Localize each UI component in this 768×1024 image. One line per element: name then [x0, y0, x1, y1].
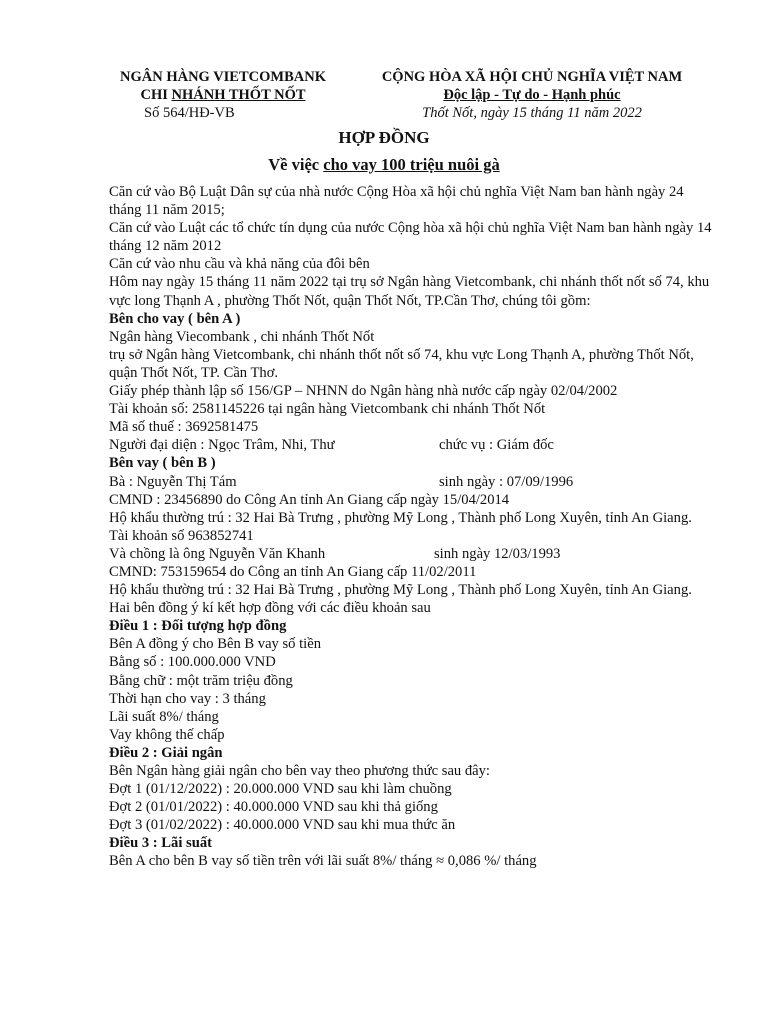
country-name: CỘNG HÒA XÃ HỘI CHỦ NGHĨA VIỆT NAM	[381, 69, 683, 85]
national-motto: Độc lập - Tự do - Hạnh phúc	[443, 87, 621, 103]
article-2-line: Bên Ngân hàng giải ngân cho bên vay theo phương thức sau đây:	[109, 763, 490, 779]
place-date: Thốt Nốt, ngày 15 tháng 11 năm 2022	[422, 105, 642, 121]
preamble-line: Căn cứ vào Luật các tổ chức tín dụng của nước Cộng hòa xã hội chủ nghĩa Việt Nam ban hành ngày 14 tháng 12 năm 2012	[109, 220, 712, 255]
article-1-line: Bằng chữ : một trăm triệu đồng	[109, 672, 293, 689]
party-b-person2-id: CMND: 753159654 do Công an tỉnh An Giang cấp 11/02/2011	[109, 563, 477, 580]
article-2-heading: Điều 2 : Giải ngân	[109, 744, 223, 761]
branch-name: NHÁNH THỐT NỐT	[171, 87, 306, 103]
party-a-tax-code: Mã số thuế : 3692581475	[109, 419, 259, 436]
party-b-person1-name: Bà : Nguyễn Thị Tám	[109, 473, 237, 490]
preamble-line: Căn cứ vào Bộ Luật Dân sự của nhà nước Cộng Hòa xã hội chủ nghĩa Việt Nam ban hành ngày 24 tháng 11 năm 2015;	[109, 184, 684, 219]
article-1-line: Vay không thế chấp	[109, 726, 225, 743]
party-b-heading: Bên vay ( bên B )	[109, 455, 216, 472]
party-b-person1-row	[109, 473, 714, 491]
national-header	[372, 68, 692, 122]
article-2-line: Đợt 1 (01/12/2022) : 20.000.000 VND sau khi làm chuồng	[109, 781, 452, 798]
document-number: Số 564/HĐ-VB	[144, 105, 235, 121]
article-2-line: Đợt 2 (01/01/2022) : 40.000.000 VND sau khi thả giống	[109, 799, 438, 816]
party-a-heading: Bên cho vay ( bên A )	[109, 310, 241, 327]
party-a-account: Tài khoản số: 2581145226 tại ngân hàng Vietcombank chi nhánh Thốt Nốt	[109, 401, 546, 418]
document-subtitle	[0, 155, 768, 175]
party-a-representative: Người đại diện : Ngọc Trâm, Nhi, Thư	[109, 437, 335, 454]
party-a-address: trụ sở Ngân hàng Vietcombank, chi nhánh thốt nốt số 74, khu vực Long Thạnh A, phường Thốt Nốt, quận Thốt Nốt, TP. Cần Thơ.	[109, 346, 694, 381]
party-a-license: Giấy phép thành lập số 156/GP – NHNN do Ngân hàng nhà nước cấp ngày 02/04/2002	[109, 383, 618, 400]
article-1-heading: Điều 1 : Đối tượng hợp đồng	[109, 618, 287, 635]
party-b-person1-residence: Hộ khẩu thường trú : 32 Hai Bà Trưng , phường Mỹ Long , Thành phố Long Xuyên, tỉnh An Giang.	[109, 509, 692, 526]
article-1-line: Lãi suất 8%/ tháng	[109, 708, 219, 725]
article-1-line: Bên A đồng ý cho Bên B vay số tiền	[109, 636, 322, 653]
subtitle-prefix: Về việc	[268, 155, 324, 174]
branch-prefix: CHI	[140, 87, 172, 103]
party-a-name: Ngân hàng Viecombank , chi nhánh Thốt Nốt	[109, 328, 375, 345]
party-b-person1-dob: sinh ngày : 07/09/1996	[439, 473, 574, 490]
bank-header	[98, 68, 348, 122]
branch-line	[98, 86, 348, 104]
article-1-line: Bằng số : 100.000.000 VND	[109, 654, 276, 671]
party-b-person2-name: Và chồng là ông Nguyễn Văn Khanh	[109, 545, 326, 562]
article-1-line: Thời hạn cho vay : 3 tháng	[109, 690, 266, 707]
party-b-person2-dob: sinh ngày 12/03/1993	[434, 545, 561, 562]
party-b-person2-residence: Hộ khẩu thường trú : 32 Hai Bà Trưng , phường Mỹ Long , Thành phố Long Xuyên, tỉnh An Giang.	[109, 582, 692, 599]
party-b-person2-row	[109, 545, 714, 563]
contract-body	[109, 183, 714, 871]
article-3-heading: Điều 3 : Lãi suất	[109, 835, 212, 852]
article-2-line: Đợt 3 (01/02/2022) : 40.000.000 VND sau khi mua thức ăn	[109, 817, 456, 834]
party-a-representative-row	[109, 436, 714, 454]
party-a-position: chức vụ : Giám đốc	[439, 437, 554, 454]
party-b-person1-account: Tài khoản số 963852741	[109, 527, 254, 544]
party-b-person1-id: CMND : 23456890 do Công An tỉnh An Giang cấp ngày 15/04/2014	[109, 491, 510, 508]
subtitle-main: cho vay 100 triệu nuôi gà	[323, 155, 500, 174]
preamble-line: Hôm nay ngày 15 tháng 11 năm 2022 tại trụ sở Ngân hàng Vietcombank, chi nhánh thốt nốt số 74, khu vực long Thạnh A , phường Thốt Nốt, quận Thốt Nốt, TP.Cần Thơ, chúng tôi gồm:	[109, 274, 710, 309]
document-title: HỢP ĐỒNG	[338, 128, 430, 147]
bank-name: NGÂN HÀNG VIETCOMBANK	[120, 69, 326, 85]
article-3-line: Bên A cho bên B vay số tiền trên với lãi suất 8%/ tháng ≈ 0,086 %/ tháng	[109, 853, 537, 870]
preamble-line: Căn cứ vào nhu cầu và khả năng của đôi bên	[109, 256, 370, 273]
agreement-line: Hai bên đồng ý kí kết hợp đồng với các điều khoản sau	[109, 600, 431, 617]
